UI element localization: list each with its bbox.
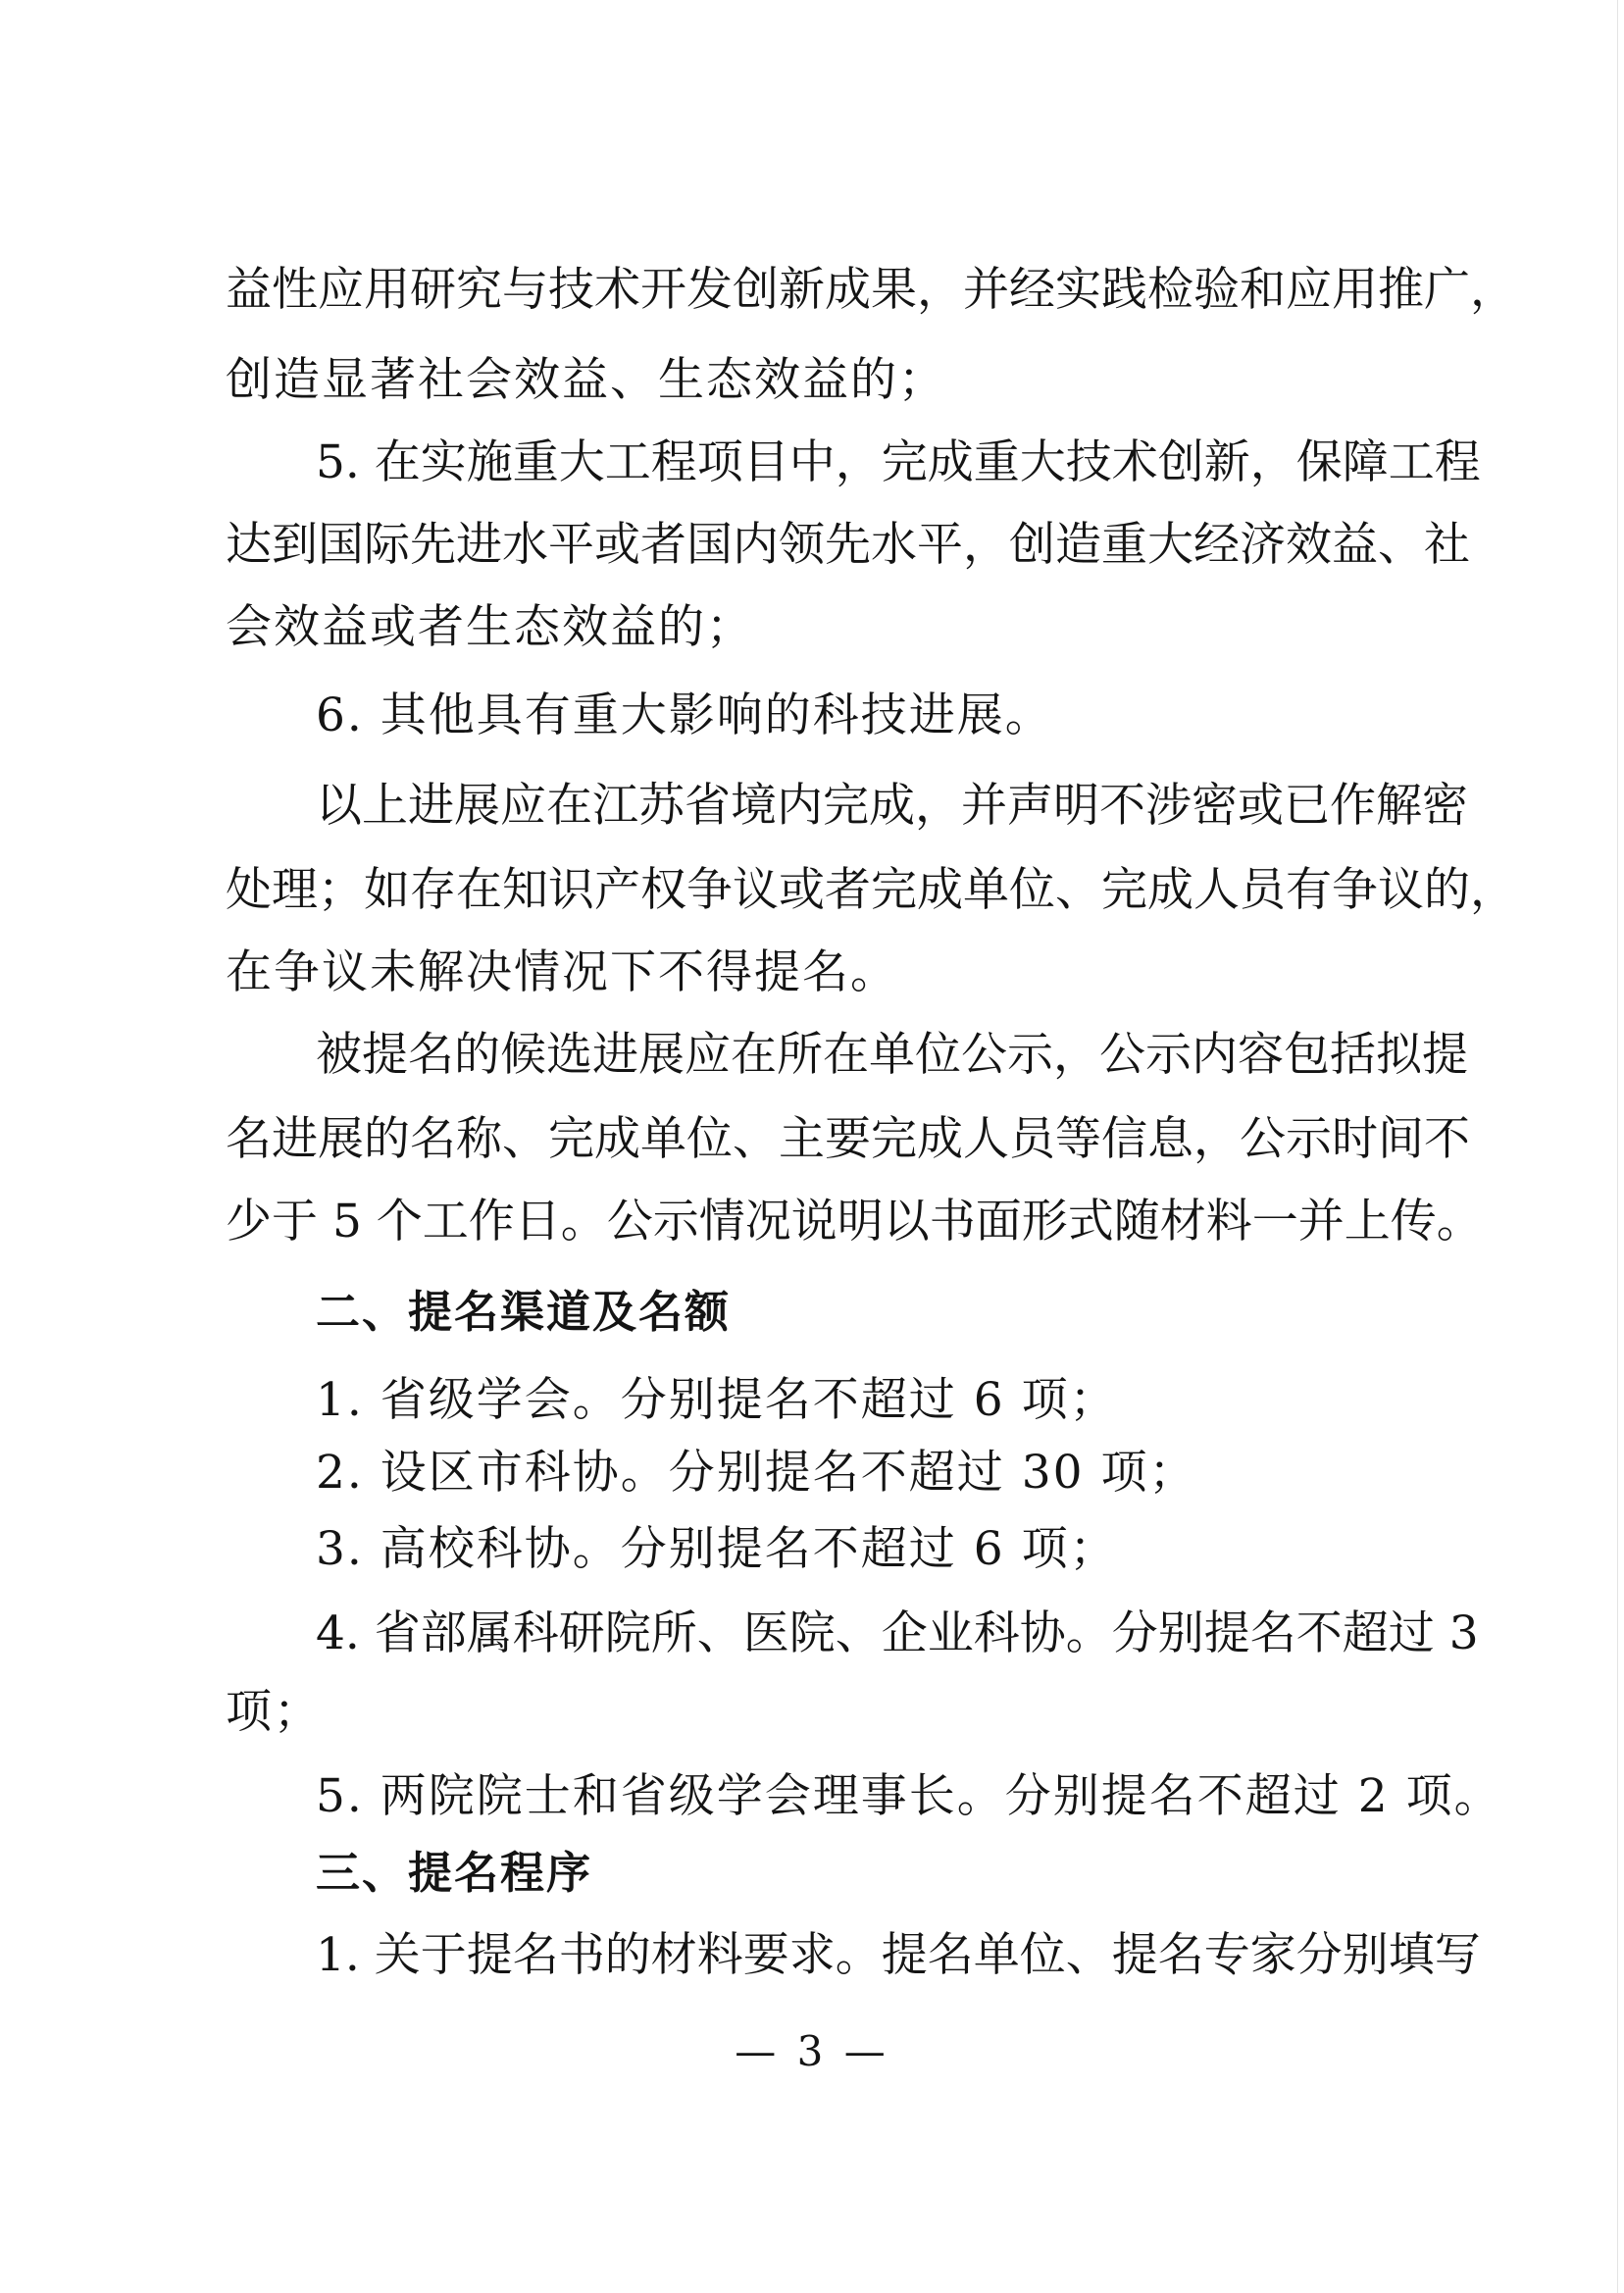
body-text-line: 在争议未解决情况下不得提名。 — [226, 945, 898, 999]
list-item-1-line: 1. 关于提名书的材料要求。提名单位、提名专家分别填写 — [316, 1928, 1481, 1982]
list-item-2-line: 2. 设区市科协。分别提名不超过 30 项； — [316, 1446, 1197, 1500]
list-item-5-line: 5. 两院院士和省级学会理事长。分别提名不超过 2 项。 — [316, 1769, 1502, 1823]
body-text-line: 达到国际先进水平或者国内领先水平，创造重大经济效益、社 — [226, 518, 1470, 572]
list-item-5-line: 5. 在实施重大工程项目中，完成重大技术创新，保障工程 — [316, 435, 1481, 489]
list-item-6-line: 6. 其他具有重大影响的科技进展。 — [316, 688, 1053, 742]
section-heading-3: 三、提名程序 — [316, 1847, 593, 1899]
body-text-line: 创造显著社会效益、生态效益的； — [226, 353, 946, 407]
section-heading-2: 二、提名渠道及名额 — [316, 1286, 732, 1338]
list-item-3-line: 3. 高校科协。分别提名不超过 6 项； — [316, 1522, 1118, 1576]
body-text-line: 名进展的名称、完成单位、主要完成人员等信息，公示时间不 — [226, 1112, 1470, 1166]
list-item-1-line: 1. 省级学会。分别提名不超过 6 项； — [316, 1373, 1118, 1427]
list-item-4-line: 4. 省部属科研院所、医院、企业科协。分别提名不超过 3 — [316, 1606, 1479, 1660]
page-number: — 3 — — [735, 2027, 889, 2075]
body-text-line: 会效益或者生态效益的； — [226, 600, 754, 654]
paragraph-first-line: 以上进展应在江苏省境内完成，并声明不涉密或已作解密 — [316, 779, 1468, 833]
paragraph-first-line: 被提名的候选进展应在所在单位公示，公示内容包括拟提 — [316, 1028, 1468, 1082]
scan-edge-line — [1617, 0, 1618, 2293]
body-text-line: 益性应用研究与技术开发创新成果，并经实践检验和应用推广， — [226, 263, 1516, 317]
body-text-line: 处理；如存在知识产权争议或者完成单位、完成人员有争议的， — [226, 863, 1516, 917]
body-text-line: 少于 5 个工作日。公示情况说明以书面形式随材料一并上传。 — [226, 1195, 1483, 1248]
body-text-line: 项； — [226, 1685, 322, 1739]
